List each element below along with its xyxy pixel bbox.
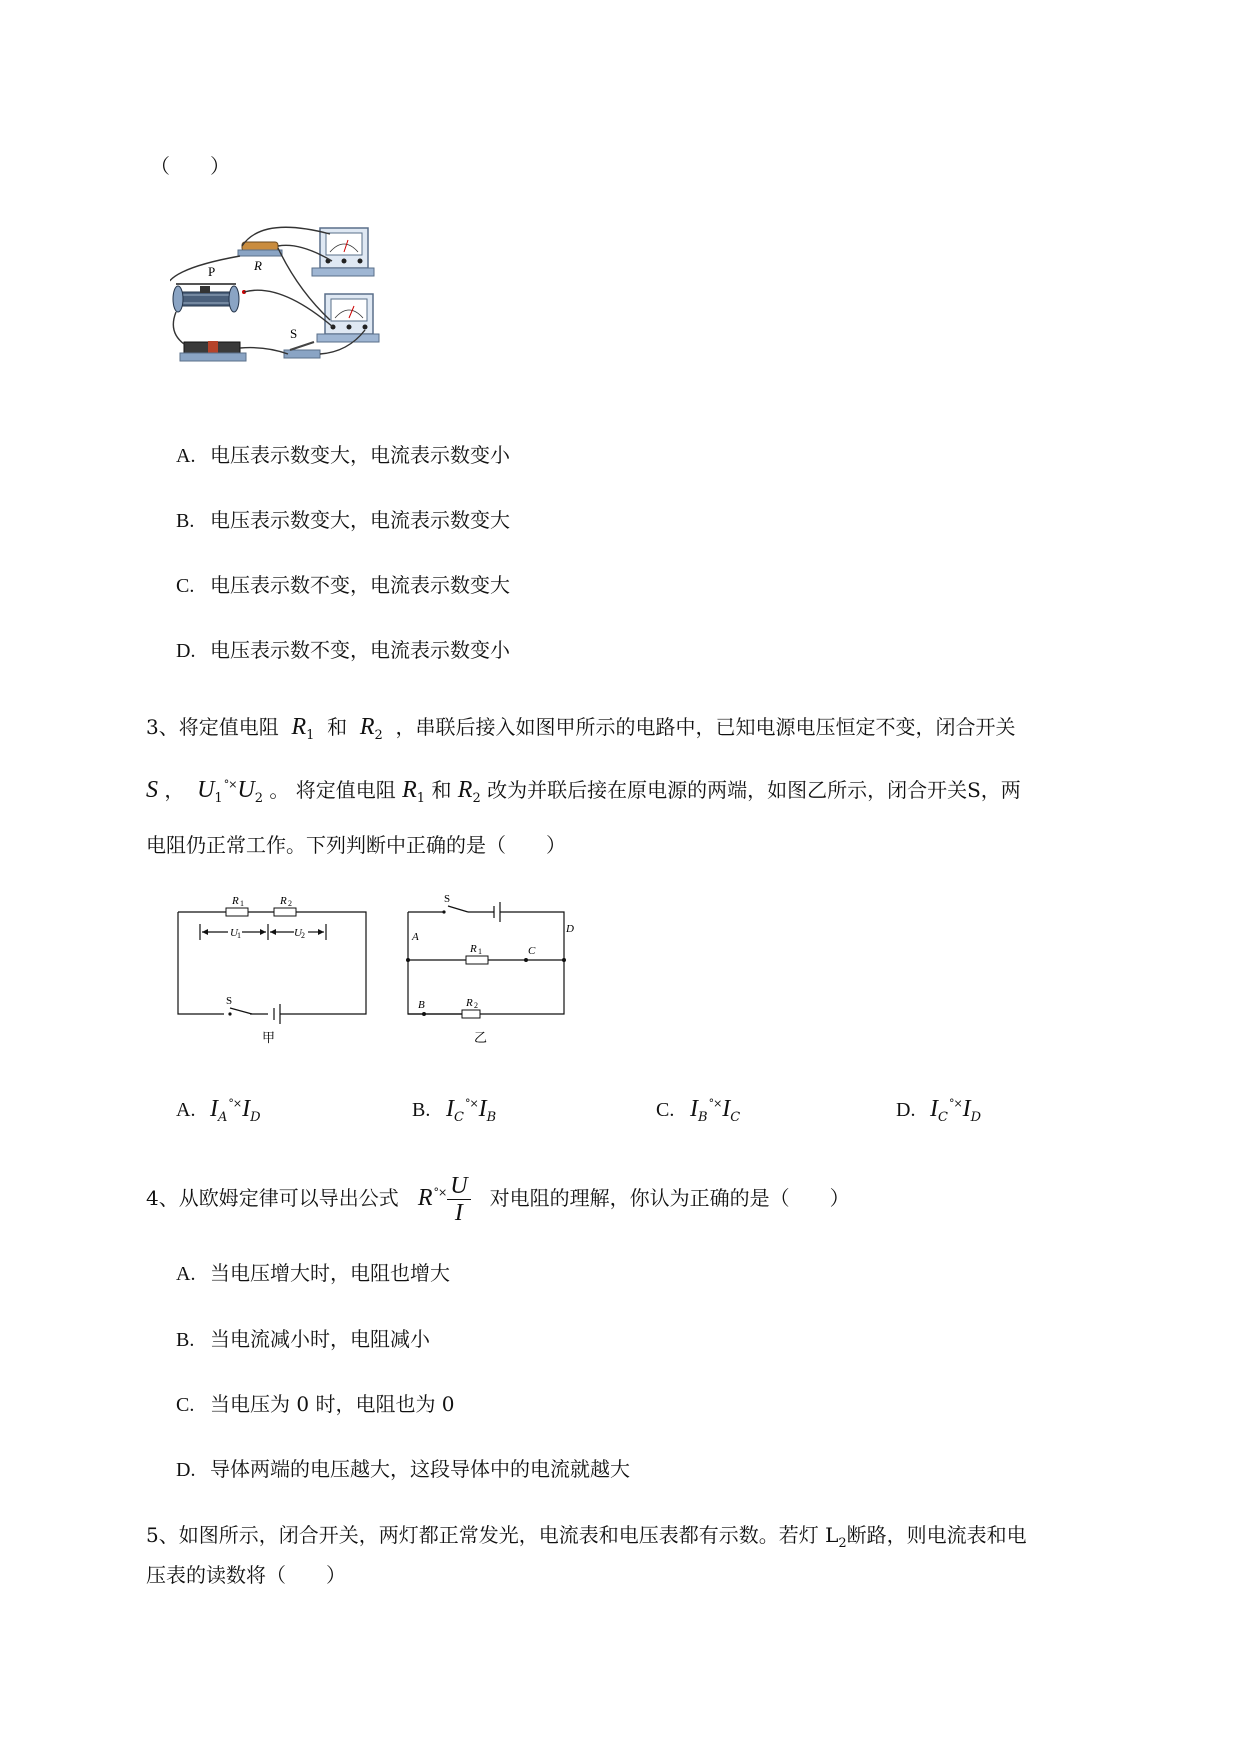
q2-circuit-photo [170,220,420,400]
svg-text:2: 2 [288,899,292,908]
resistor-r1-icon [226,908,248,916]
resistor-r1-icon [466,956,488,964]
svg-text:甲: 甲 [262,1030,276,1045]
q2-option-a[interactable]: A. 电压表示数变大，电流表示数变小 [176,443,510,467]
svg-text:乙: 乙 [474,1030,488,1045]
q2-option-c[interactable]: C. 电压表示数不变，电流表示数变大 [176,573,510,597]
q5-stem-line2: 压表的读数将（ ） [146,1563,346,1587]
q3-option-a[interactable]: A. $I_A^{^\circ\times}I_D$ [176,1096,261,1125]
svg-text:R: R [280,895,287,907]
q3-option-b[interactable]: B. $I_C^{^\circ\times}I_B$ [412,1096,497,1125]
svg-text:R: R [470,943,477,955]
rheostat-icon [170,284,246,312]
switch-icon [284,342,320,358]
svg-text:U: U [230,927,238,939]
svg-text:U: U [294,927,302,939]
q2-option-d[interactable]: D. 电压表示数不变，电流表示数变小 [176,638,510,662]
svg-text:1: 1 [237,931,241,940]
q4-option-b[interactable]: B. 当电流减小时，电阻减小 [176,1327,430,1351]
q3-stem-line2: S ， $U_1^{^\circ\times}U_2$ 。 将定值电阻 $R_1$ 和 $R_2$ 改为并联后接在原电源的两端，如图乙所示，闭合开关S，两 [146,777,1021,806]
q4-stem: 4、从欧姆定律可以导出公式 R°× $\frac{U}{I}$ 对电阻的理解，你认为正确的是（ ） [146,1173,850,1226]
q3-option-c[interactable]: C. $I_B^{^\circ\times}I_C$ [656,1096,741,1125]
q2-stem-tail: （ ） [150,154,230,178]
svg-text:2: 2 [301,931,305,940]
q4-option-c[interactable]: C. 当电压为 0 时，电阻也为 0 [176,1392,455,1416]
resistor-r2-icon [274,908,296,916]
battery-icon [180,341,246,361]
svg-text:1: 1 [478,947,482,956]
ammeter-icon [317,294,379,342]
q5-stem-line1: 5、如图所示，闭合开关，两灯都正常发光，电流表和电压表都有示数。若灯 $L_2$断路，则电流表和电 [146,1523,1027,1551]
q4-formula-fraction: $\frac{U}{I}$ [447,1173,470,1226]
svg-text:R: R [466,997,473,1009]
q3-stem-line1: 3、将定值电阻 $R_1$ 和 $R_2$ ，串联后接入如图甲所示的电路中，已知电源电压恒定不变，闭合开关 [146,714,1016,743]
q2-label-p: P [208,264,216,279]
resistor-r2-icon [462,1010,480,1018]
svg-text:S: S [444,893,451,905]
svg-text:R: R [232,895,239,907]
q4-option-d[interactable]: D. 导体两端的电压越大，这段导体中的电流就越大 [176,1457,630,1481]
q3-stem-line3: 电阻仍正常工作。下列判断中正确的是（ ） [146,833,566,857]
q3-option-d[interactable]: D. $I_C^{^\circ\times}I_D$ [896,1096,982,1125]
resistor-icon [238,242,282,256]
q3-figure-jia [170,888,370,1048]
svg-text:A: A [412,931,419,943]
q2-label-s: S [290,326,298,341]
svg-text:1: 1 [240,899,244,908]
svg-text:2: 2 [474,1001,478,1010]
svg-text:D: D [566,923,574,935]
svg-text:C: C [528,945,536,957]
q4-option-a[interactable]: A. 当电压增大时，电阻也增大 [176,1261,450,1285]
svg-text:S: S [226,995,233,1007]
q2-option-b[interactable]: B. 电压表示数变大，电流表示数变大 [176,508,510,532]
voltmeter-icon [312,228,374,276]
q3-figure-yi [400,888,590,1048]
svg-text:B: B [418,999,425,1011]
q2-label-r: R [254,258,262,273]
